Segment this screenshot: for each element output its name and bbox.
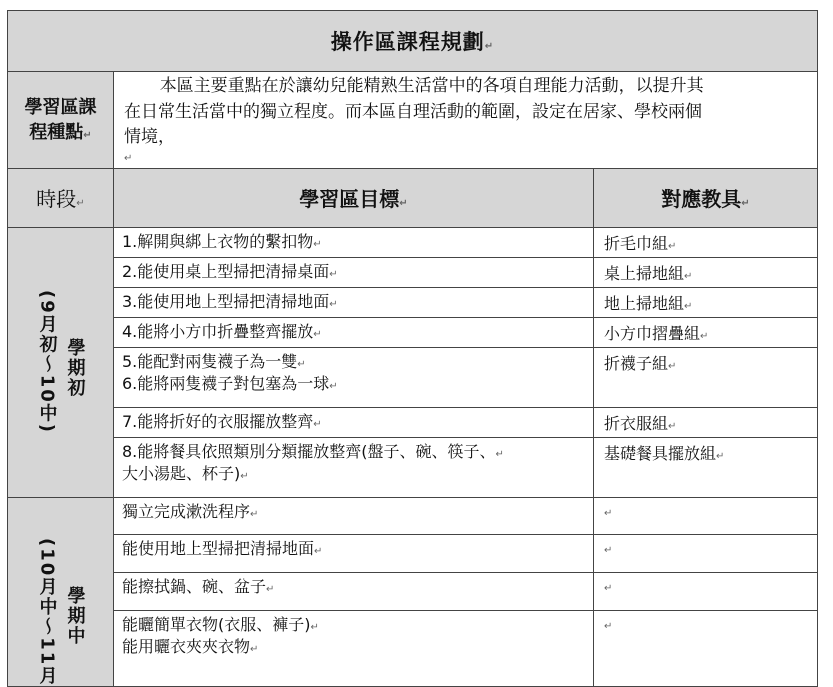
goal-text: 大小湯匙、杯子) — [122, 463, 241, 483]
intro-text: 本區主要重點在於讓幼兒能精熟生活當中的各項自理能力活動，以提升其 在日常生活當中的獨立程度。而本區自理活動的範圍，設定在居家、學校兩個 情境， ↵ — [114, 72, 818, 169]
tool-text: 折毛巾組 — [604, 233, 669, 253]
goal-row — [8, 407, 818, 437]
goal-row — [8, 257, 818, 287]
goal-text: 3.能使用地上型掃把清掃地面 — [122, 291, 330, 311]
goal-text: 8.能將餐具依照類別分類擺放整齊(盤子、碗、筷子、 — [122, 441, 496, 461]
term-label: 學期中 — [64, 585, 86, 646]
tool-cell: ↵ — [594, 611, 818, 687]
tool-cell: 折衣服組↵ — [594, 407, 818, 437]
header-period: 時段↵ — [8, 168, 114, 227]
period-range: (9月初～10中) — [36, 289, 58, 434]
goal-text: 能擦拭鍋、碗、盆子 — [122, 577, 267, 597]
goal-cell: 7.能將折好的衣服擺放整齊↵ — [114, 407, 594, 437]
tool-cell: 折襪子組↵ — [594, 347, 818, 407]
tool-cell: 桌上掃地組↵ — [594, 257, 818, 287]
goal-text: 能用曬衣夾夾衣物 — [122, 637, 251, 657]
goal-cell: 2.能使用桌上型掃把清掃桌面↵ — [114, 257, 594, 287]
goal-text: 7.能將折好的衣服擺放整齊 — [122, 411, 314, 431]
goal-row — [8, 535, 818, 573]
tool-cell: ↵ — [594, 535, 818, 573]
tool-text: 折襪子組 — [604, 353, 669, 373]
goal-text: 5.能配對兩隻襪子為一雙 — [122, 351, 298, 371]
course-plan-table — [7, 10, 818, 687]
tool-cell: 基礎餐具擺放組↵ — [594, 437, 818, 497]
tool-text: 小方巾摺疊組 — [604, 323, 701, 343]
goal-text: 能使用地上型掃把清掃地面 — [122, 539, 315, 559]
goal-row — [8, 497, 818, 535]
goal-row — [8, 437, 818, 497]
tool-cell: 小方巾摺疊組↵ — [594, 317, 818, 347]
goal-text: 1.解開與綁上衣物的繫扣物 — [122, 231, 314, 251]
goal-row — [8, 611, 818, 687]
goal-cell: 3.能使用地上型掃把清掃地面↵ — [114, 287, 594, 317]
goal-text: 獨立完成漱洗程序 — [122, 501, 251, 521]
intro-row — [8, 72, 818, 169]
goal-cell: 能曬簡單衣物(衣服、褲子)↵ 能用曬衣夾夾衣物↵ — [114, 611, 594, 687]
goal-cell: 獨立完成漱洗程序↵ — [114, 497, 594, 535]
goal-text: 能曬簡單衣物(衣服、褲子) — [122, 615, 311, 635]
goal-cell: 能使用地上型掃把清掃地面↵ — [114, 535, 594, 573]
goal-cell: 1.解開與綁上衣物的繫扣物↵ — [114, 227, 594, 257]
goal-cell: 能擦拭鍋、碗、盆子↵ — [114, 573, 594, 611]
tool-text: 桌上掃地組 — [604, 263, 685, 283]
title-text: 操作區課程規劃 — [330, 30, 485, 54]
tool-text: 折衣服組 — [604, 413, 669, 433]
table-title: 操作區課程規劃↵ — [8, 11, 818, 72]
tool-cell: 地上掃地組↵ — [594, 287, 818, 317]
tool-cell: ↵ — [594, 497, 818, 535]
goal-row — [8, 317, 818, 347]
header-goals: 學習區目標↵ — [114, 168, 594, 227]
intro-label: 學習區課 程種點↵ — [8, 72, 114, 169]
goal-text: 2.能使用桌上型掃把清掃桌面 — [122, 261, 330, 281]
tool-cell: 折毛巾組↵ — [594, 227, 818, 257]
goal-cell: 8.能將餐具依照類別分類擺放整齊(盤子、碗、筷子、↵ 大小湯匙、杯子)↵ — [114, 437, 594, 497]
goal-row — [8, 573, 818, 611]
goal-text: 6.能將兩隻襪子對包塞為一球 — [122, 373, 330, 393]
goal-cell: 5.能配對兩隻襪子為一雙↵ 6.能將兩隻襪子對包塞為一球↵ — [114, 347, 594, 407]
tool-text: 基礎餐具擺放組 — [604, 443, 717, 463]
tool-text: 地上掃地組 — [604, 293, 685, 313]
goal-text: 4.能將小方巾折疊整齊擺放 — [122, 321, 314, 341]
goal-row — [8, 227, 818, 257]
header-tools: 對應教具↵ — [594, 168, 818, 227]
period-cell — [8, 497, 114, 686]
title-row — [8, 11, 818, 72]
goal-cell: 4.能將小方巾折疊整齊擺放↵ — [114, 317, 594, 347]
period-cell — [8, 227, 114, 497]
tool-cell: ↵ — [594, 573, 818, 611]
goal-row — [8, 347, 818, 407]
goal-row — [8, 287, 818, 317]
period-range: (10月中～11月 — [36, 537, 58, 686]
term-label: 學期初 — [64, 337, 86, 398]
column-header-row — [8, 168, 818, 227]
